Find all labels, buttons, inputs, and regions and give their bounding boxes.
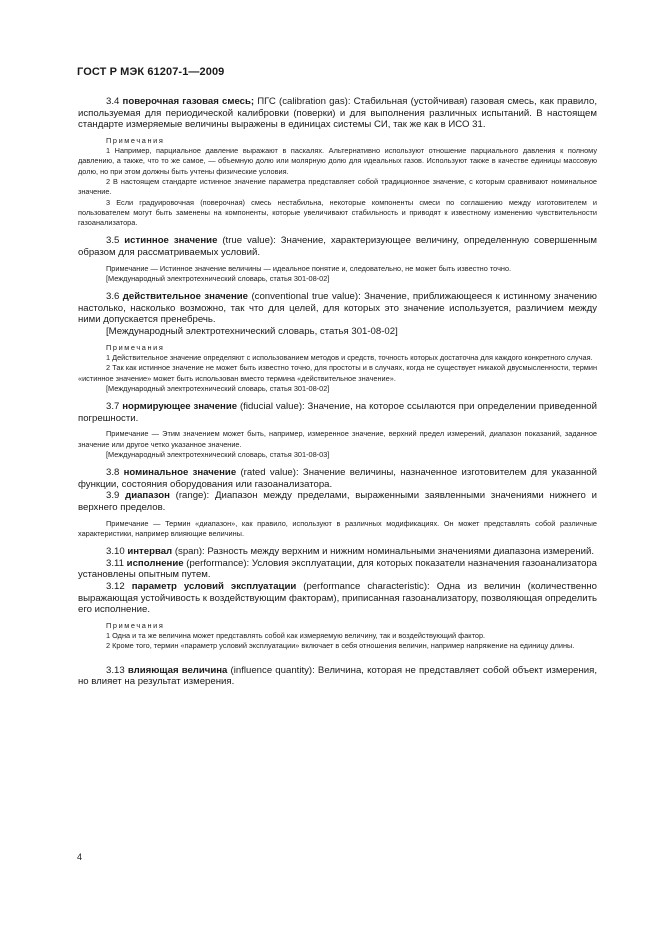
text: Примечание — Этим значением может быть, например, измеренное значение, верхний предел измерений, диапазон показаний, заданное значение или другое четко указанное значение. bbox=[78, 429, 597, 449]
term: параметр условий эксплуатации bbox=[131, 580, 297, 592]
text: [Международный электротехнический словарь, статья 301-08-03] bbox=[106, 449, 330, 459]
text: 2 Кроме того, термин «параметр условий эксплуатации» включает в себя отношения величин, например напряжение на единицу длины. bbox=[106, 641, 575, 651]
note bbox=[78, 177, 597, 198]
text: Примечание — Истинное значение величины — идеальное понятие и, следовательно, не может быть известно точно. bbox=[106, 263, 512, 273]
text: Примечания bbox=[106, 620, 165, 630]
text: Примечание — Термин «диапазон», как правило, используют в различных модификациях. Он может представлять собой различные характеристики, например влияющие величины. bbox=[78, 518, 597, 538]
text: (rated value): Значение величины, назначенное изготовителем для указанной функции, состояния оборудования или газоанализатора. bbox=[78, 467, 597, 490]
term: диапазон bbox=[125, 490, 170, 502]
text: 2 В настоящем стандарте истинное значение параметра представляет собой традиционное значение, с которым сравнивают номинальное значение. bbox=[78, 176, 597, 197]
text: Примечания bbox=[106, 342, 165, 352]
note bbox=[78, 264, 597, 274]
paragraph bbox=[78, 581, 597, 616]
text: (fiducial value): Значение, на которое ссылаются при определении приведенной погрешности. bbox=[78, 401, 597, 424]
paragraph bbox=[78, 546, 597, 558]
note bbox=[78, 429, 597, 450]
note bbox=[78, 621, 597, 631]
text: (influence quantity): Величина, которая не представляет собой объект измерения, но влияет на результат измерения. bbox=[78, 664, 598, 688]
paragraph bbox=[78, 291, 597, 326]
document-header: ГОСТ Р МЭК 61207-1—2009 bbox=[77, 66, 225, 78]
paragraph bbox=[78, 235, 597, 258]
section-number: 3.4 bbox=[106, 96, 120, 107]
note bbox=[78, 343, 597, 353]
term: действительное значение bbox=[122, 291, 249, 303]
text: ПГС (calibration gas): Стабильная (устойчивая) газовая смесь, как правило, используемая для периодической калибровки (поверки) и для выполнения различных испытаний. В настоящем стандарте измеряемые величины выражены в единицах системы СИ, так же как в ИСО 31. bbox=[78, 96, 597, 131]
page-number: 4 bbox=[77, 852, 83, 862]
note bbox=[78, 353, 597, 363]
section-number: 3.6 bbox=[106, 291, 120, 303]
term: поверочная газовая смесь; bbox=[122, 96, 255, 107]
text: 2 Так как истинное значение не может быть известно точно, для простоты и в случаях, когда не существует никакой двусмысленности, термин «истинное значение» может быть использован вместо термина «действительное значение». bbox=[78, 363, 597, 383]
text: (conventional true value): Значение, приближающееся к истинному значению настолько, насколько возможно, так что для целей, для которых это значение используется, различием между ними допускается пренебречь. bbox=[78, 291, 598, 326]
paragraph bbox=[78, 326, 597, 338]
text: (true value): Значение, характеризующее величину, определенную совершенным образом для рассматриваемых условий. bbox=[78, 235, 597, 259]
section-number: 3.10 bbox=[106, 546, 125, 558]
paragraph bbox=[78, 401, 597, 424]
text: 1 Одна и та же величина может представлять собой как измеряемую величину, так и воздействующий фактор. bbox=[106, 631, 486, 640]
section-number: 3.9 bbox=[106, 490, 120, 502]
section-number: 3.11 bbox=[106, 557, 124, 569]
text: [Международный электротехнический словарь, статья 301-08-02] bbox=[106, 273, 330, 283]
document-body bbox=[78, 96, 597, 688]
term: исполнение bbox=[126, 557, 184, 569]
section-number: 3.13 bbox=[106, 664, 125, 676]
note bbox=[78, 641, 597, 651]
text: (performance): Условия эксплуатации, для которых показатели назначения газоанализатора установлены опытным путем. bbox=[78, 557, 597, 581]
paragraph bbox=[78, 665, 597, 688]
note bbox=[78, 384, 597, 394]
text: 1 Действительное значение определяют с использованием методов и средств, точность которых достаточна для каждого конкретного случая. bbox=[106, 352, 593, 362]
term: нормирующее значение bbox=[122, 401, 238, 413]
paragraph bbox=[78, 467, 597, 490]
note bbox=[78, 198, 597, 229]
text: 3 Если градуировочная (поверочная) смесь нестабильна, некоторые компоненты смеси по соглашению между изготовителем и пользователем могут быть заменены на компоненты, которые увеличивают стабильность и приводят к известному изменению чувствительности газоанализатора. bbox=[78, 197, 597, 228]
note bbox=[78, 450, 597, 460]
text: 1 Например, парциальное давление выражают в паскалях. Альтернативно используют отношение парциального давления к полному давлению, а также, что то же самое, — объемную долю или молярную долю для идеальных газов. Используют также в качестве единицы массовую долю, но при этом должны быть учтены физические условия. bbox=[78, 146, 597, 176]
paragraph bbox=[78, 96, 597, 131]
note bbox=[78, 136, 597, 146]
term: истинное значение bbox=[124, 235, 218, 247]
text: (span): Разность между верхним и нижним номинальными значениями диапазона измерений. bbox=[172, 546, 595, 558]
note bbox=[78, 274, 597, 284]
term: номинальное значение bbox=[123, 467, 237, 479]
term: интервал bbox=[127, 546, 173, 558]
section-number: 3.8 bbox=[106, 467, 120, 479]
text: Примечания bbox=[106, 135, 165, 145]
text: [Международный электротехнический словарь, статья 301-08-02] bbox=[106, 383, 330, 393]
section-number: 3.7 bbox=[106, 401, 120, 413]
section-number: 3.5 bbox=[106, 235, 120, 247]
text: (range): Диапазон между пределами, выраженными заявленными значениями нижнего и верхнего пределов. bbox=[78, 490, 597, 513]
text: (performance characteristic): Одна из величин (количественно выражающая устойчивость к воздействующим факторам), приписанная газоанализатору, позволяющая определить его исполнение. bbox=[78, 580, 598, 616]
text: [Международный электротехнический словарь, статья 301-08-02] bbox=[106, 326, 398, 338]
paragraph bbox=[78, 490, 597, 513]
note bbox=[78, 363, 597, 384]
section-number: 3.12 bbox=[106, 580, 125, 592]
paragraph bbox=[78, 558, 597, 581]
note bbox=[78, 631, 597, 641]
note bbox=[78, 519, 597, 540]
term: влияющая величина bbox=[127, 664, 228, 676]
note bbox=[78, 146, 597, 177]
